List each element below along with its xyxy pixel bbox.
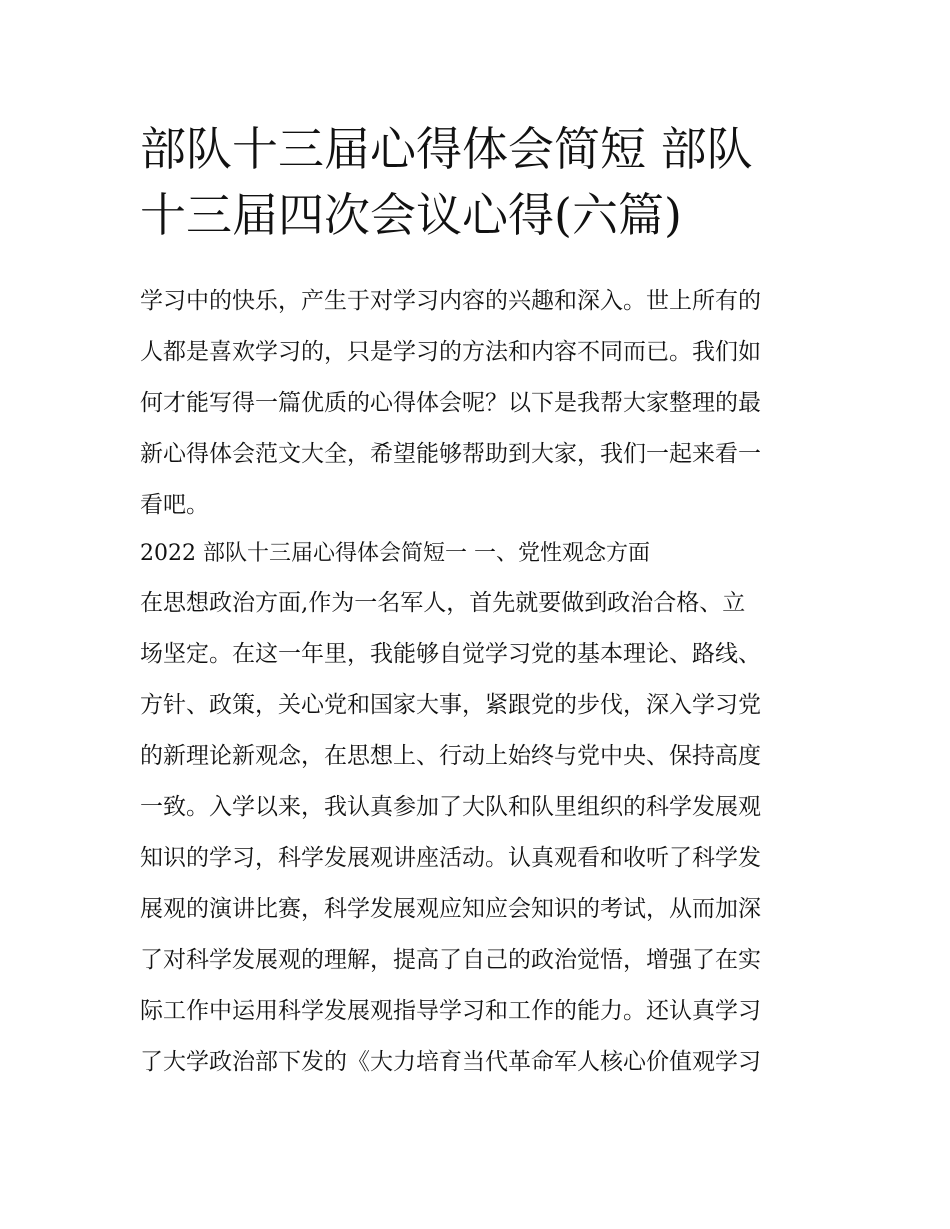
text-line: 场坚定。在这一年里，我能够自觉学习党的基本理论、路线、: [140, 641, 761, 667]
text-line: 何才能写得一篇优质的心得体会呢？以下是我帮大家整理的最: [140, 390, 761, 416]
text-line: 的新理论新观念，在思想上、行动上始终与党中央、保持高度: [140, 743, 761, 769]
intro-paragraph: [140, 276, 820, 531]
document-title: [140, 116, 820, 248]
text-line: 在思想政治方面,作为一名军人，首先就要做到政治合格、立: [140, 590, 746, 616]
text-line: 了对科学发展观的理解，提高了自己的政治觉悟，增强了在实: [140, 947, 761, 973]
text-line: 了大学政治部下发的《大力培育当代革命军人核心价值观学习: [140, 1049, 761, 1075]
text-line: 方针、政策，关心党和国家大事，紧跟党的步伐，深入学习党: [140, 692, 761, 718]
text-line: 知识的学习，科学发展观讲座活动。认真观看和收听了科学发: [140, 845, 761, 871]
text-line: 看吧。: [140, 492, 209, 518]
text-line: 展观的演讲比赛，科学发展观应知应会知识的考试，从而加深: [140, 896, 761, 922]
text-line: 新心得体会范文大全，希望能够帮助到大家，我们一起来看一: [140, 441, 761, 467]
body-paragraph: [140, 578, 820, 1088]
text-line: 际工作中运用科学发展观指导学习和工作的能力。还认真学习: [140, 998, 761, 1024]
title-line: 部队十三届心得体会简短 部队: [140, 122, 753, 176]
title-line: 十三届四次会议心得(六篇): [140, 188, 682, 242]
text-line: 人都是喜欢学习的，只是学习的方法和内容不同而已。我们如: [140, 339, 761, 365]
section-heading: 2022 部队十三届心得体会简短一 一、党性观念方面: [140, 541, 650, 566]
text-line: 学习中的快乐，产生于对学习内容的兴趣和深入。世上所有的: [140, 288, 761, 314]
text-line: 一致。入学以来，我认真参加了大队和队里组织的科学发展观: [140, 794, 761, 820]
